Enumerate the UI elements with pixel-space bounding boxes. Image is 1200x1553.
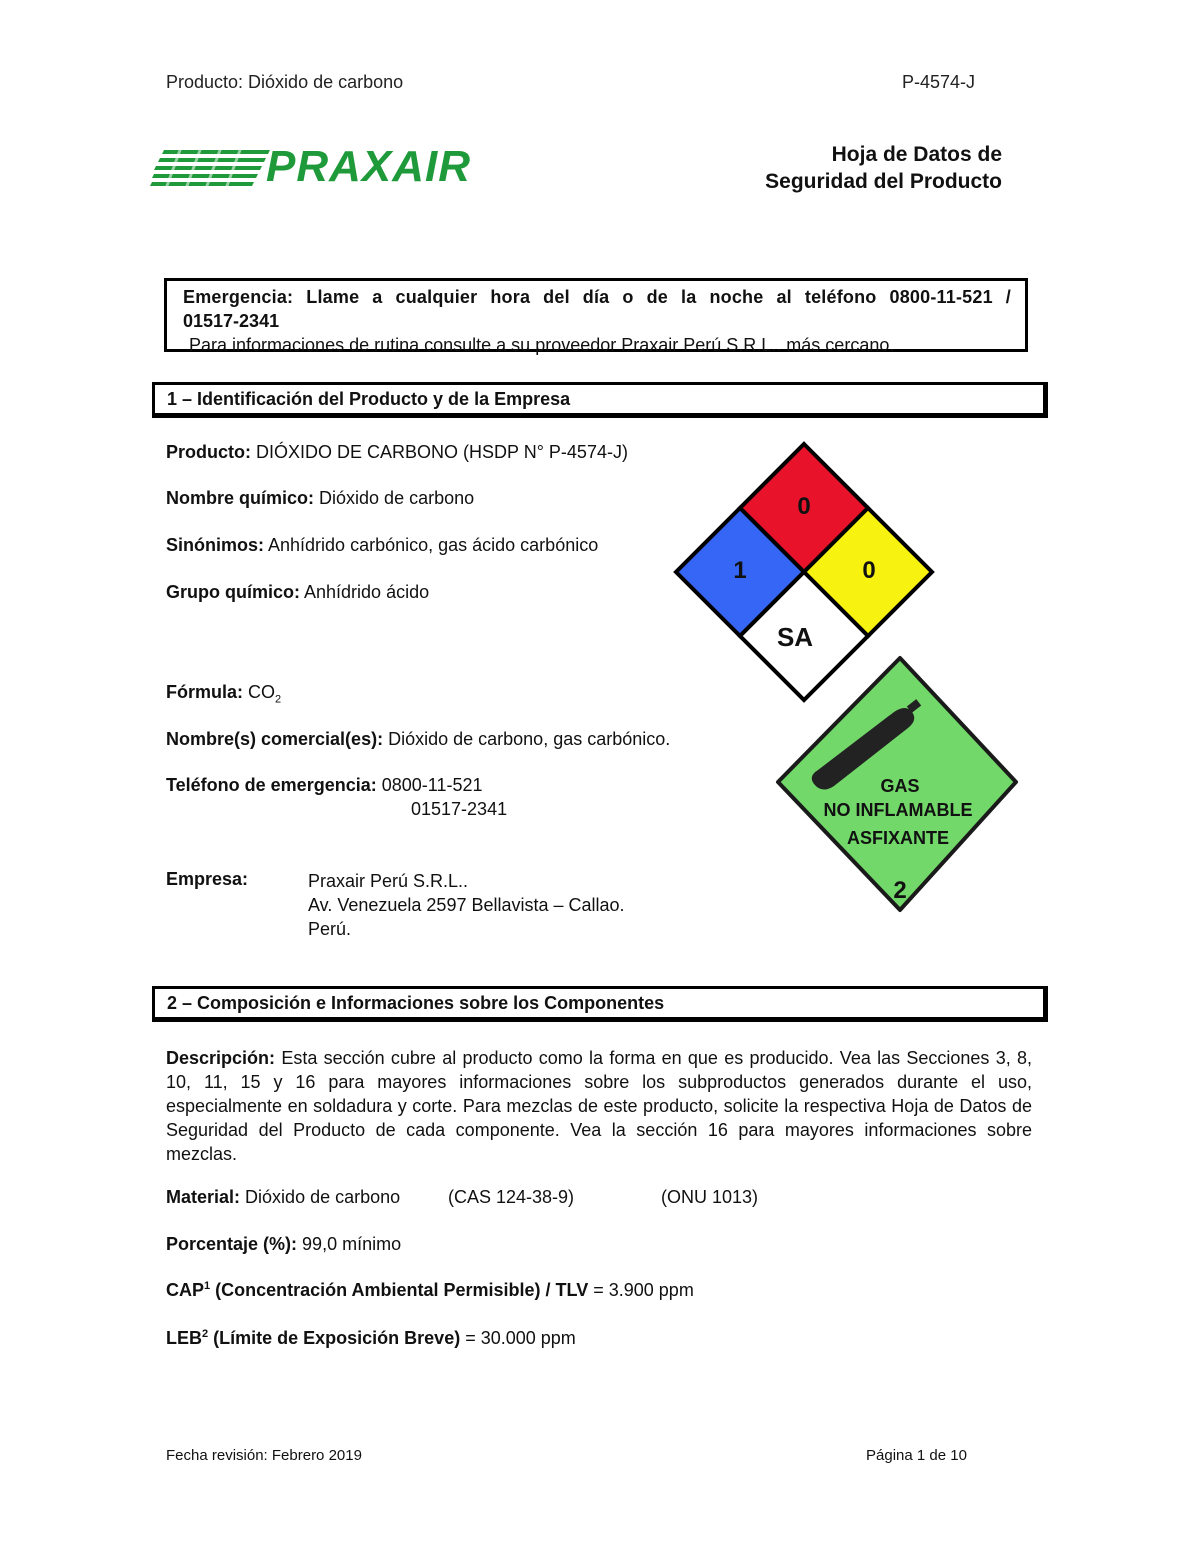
gas-label-line3: ASFIXANTE — [846, 828, 950, 848]
gas-label-line2: NO INFLAMABLE — [823, 800, 973, 820]
footer-page: Página 1 de 10 — [866, 1447, 967, 1464]
field-telefono: Teléfono de emergencia: 0800-11-521 — [166, 775, 483, 795]
emergency-line3: Para informaciones de rutina consulte a su proveedor Praxair Perú S.R.L.. más cercano. — [189, 335, 895, 355]
header-product: Producto: Dióxido de carbono — [166, 72, 404, 92]
field-nombre-comercial: Nombre(s) comercial(es): Dióxido de carbono, gas carbónico. — [166, 729, 671, 749]
nfpa-flammability-value: 0 — [797, 493, 811, 520]
nfpa-special-value: SA — [776, 622, 814, 652]
field-nombre-quimico: Nombre químico: Dióxido de carbono — [166, 488, 475, 508]
field-producto: Producto: DIÓXIDO DE CARBONO (HSDP N° P-4574-J) — [166, 442, 628, 462]
nfpa-health-value: 1 — [733, 557, 747, 584]
praxair-logo — [150, 142, 490, 192]
field-sinonimos: Sinónimos: Anhídrido carbónico, gas ácido carbónico — [166, 535, 599, 555]
field-formula: Fórmula: $CO_2$ — [166, 682, 282, 706]
brand-name: PRAXAIR — [266, 142, 472, 191]
section2-heading: 2 – Composición e Informaciones sobre los Componentes — [152, 986, 1048, 1022]
document-title-line2: Seguridad del Producto — [765, 170, 1002, 193]
field-cas: (CAS 124-38-9) — [448, 1187, 575, 1207]
emergency-line2: 01517-2341 — [183, 311, 280, 331]
field-cap: CAP$^1$ (Concentración Ambiental Permisible) / TLV = 3.900 ppm — [166, 1280, 694, 1300]
nfpa-reactivity-value: 0 — [862, 557, 876, 584]
footer-revision: Fecha revisión: Febrero 2019 — [166, 1447, 362, 1464]
gas-label-class: 2 — [893, 877, 907, 904]
field-empresa-address: Praxair Perú S.R.L.. Av. Venezuela 2597 Bellavista – Callao. Perú. — [308, 871, 625, 939]
document-title-line1: Hoja de Datos de — [831, 143, 1002, 166]
field-onu: (ONU 1013) — [661, 1187, 759, 1207]
field-grupo-quimico: Grupo químico: Anhídrido ácido — [166, 582, 430, 602]
field-material: Material: Dióxido de carbono — [166, 1187, 401, 1207]
header-code: P-4574-J — [902, 72, 976, 92]
field-porcentaje: Porcentaje (%): 99,0 mínimo — [166, 1234, 402, 1254]
descripcion-paragraph: Descripción: Esta sección cubre al producto como la forma en que es producido. Vea las Secciones 3, 8, 10, 11, 15 y 16 para mayores informaciones sobre los subproductos generados durante el uso, especialmente en soldadura y corte. Para mezclas de este producto, solicite la respectiva Hoja de Datos de Seguridad del Producto de cada componente. Vea la sección 16 para mayores informaciones sobre mezclas. — [166, 1048, 1032, 1164]
emergency-box — [164, 278, 1028, 355]
gas-hazard-label — [774, 654, 1022, 916]
section1-heading: 1 – Identificación del Producto y de la Empresa — [152, 382, 1048, 418]
field-empresa-label: Empresa: — [166, 869, 249, 889]
document-title — [640, 141, 1002, 195]
gas-label-line1: GAS — [880, 776, 920, 796]
field-telefono-2: 01517-2341 — [411, 799, 508, 819]
emergency-line1: Emergencia: Llame a cualquier hora del día o de la noche al teléfono 0800-11-521 / — [183, 287, 1011, 307]
field-leb: LEB$^2$ (Límite de Exposición Breve) = 30.000 ppm — [166, 1328, 576, 1348]
